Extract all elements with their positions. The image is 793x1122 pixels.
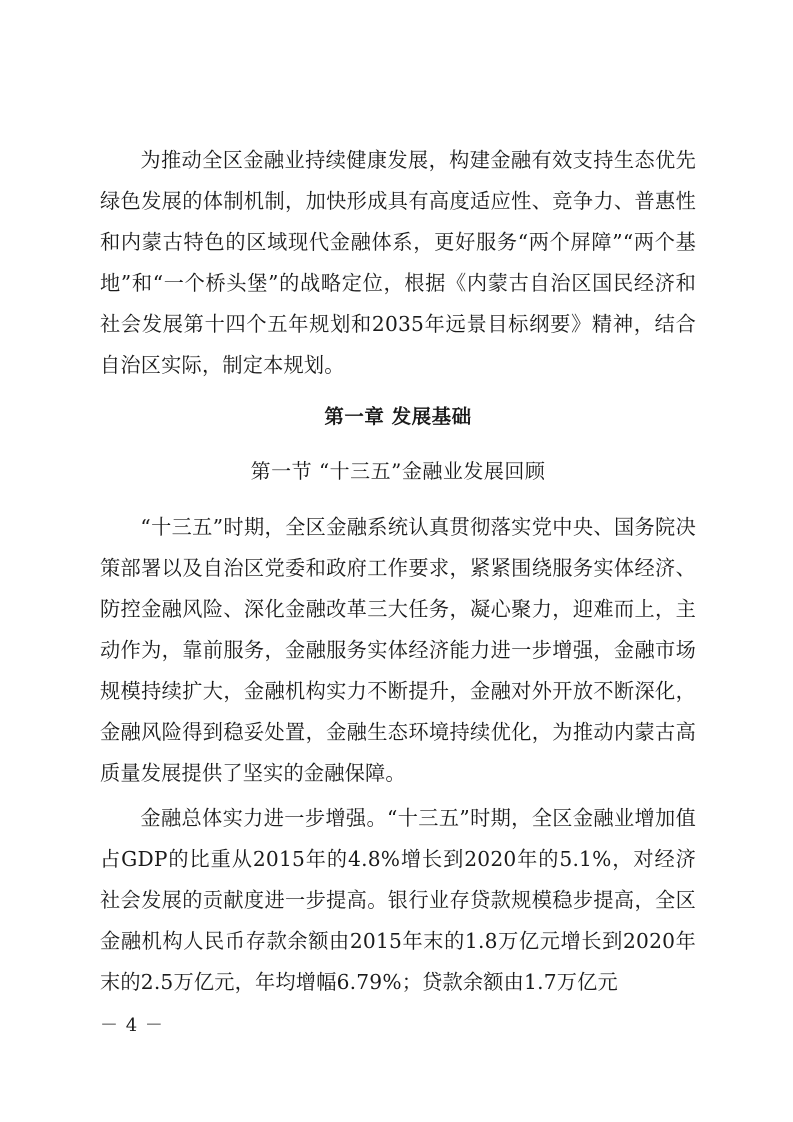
section-title: 第一节 “十三五”金融业发展回顾 — [250, 459, 546, 483]
chapter-title: 第一章 发展基础 — [324, 405, 472, 428]
page-number: － 4 － — [100, 1015, 164, 1036]
intro-paragraph: 为推动全区金融业持续健康发展，构建金融有效支持生态优先绿色发展的体制机制，加快形成具有高度适应性、竞争力、普惠性和内蒙古特色的区域现代金融体系，更好服务“两个屏障”“两个基地”和“一个桥头堡”的战略定位，根据《内蒙古自治区国民经济和社会发展第十四个五年规划和2035年远景目标纲要》精神，结合自治区实际，制定本规划。 — [100, 148, 696, 377]
document-body — [100, 140, 696, 1003]
review-paragraph: “十三五”时期，全区金融系统认真贯彻落实党中央、国务院决策部署以及自治区党委和政府工作要求，紧紧围绕服务实体经济、防控金融风险、深化金融改革三大任务，凝心聚力，迎难而上，主动作为，靠前服务，金融服务实体经济能力进一步增强，金融市场规模持续扩大，金融机构实力不断提升，金融对外开放不断深化，金融风险得到稳妥处置，金融生态环境持续优化，为推动内蒙古高质量发展提供了坚实的金融保障。 — [100, 515, 696, 785]
strength-paragraph: 金融总体实力进一步增强。“十三五”时期，全区金融业增加值占GDP的比重从2015年的4.8%增长到2020年的5.1%，对经济社会发展的贡献度进一步提高。银行业存贷款规模稳步提高，全区金融机构人民币存款余额由2015年末的1.8万亿元增长到2020年末的2.5万亿元，年均增幅6.79%；贷款余额由1.7万亿元 — [100, 806, 696, 994]
